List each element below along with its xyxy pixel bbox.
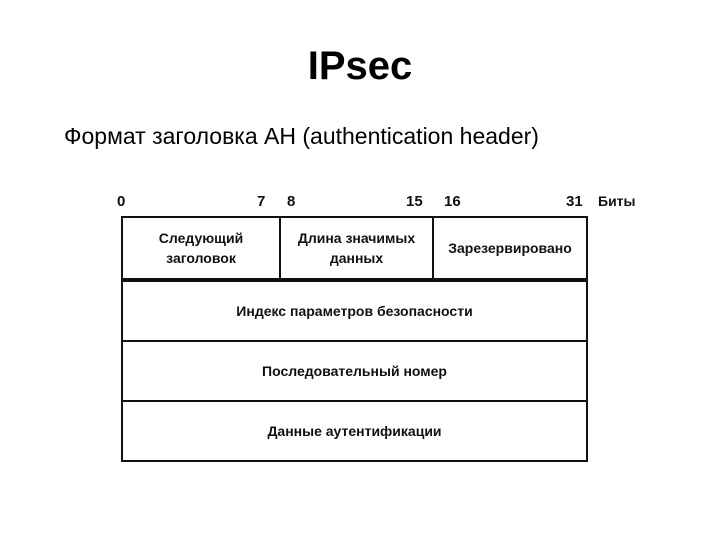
next-header-line2: заголовок — [166, 250, 236, 266]
payload-length-line1: Длина значимых — [297, 230, 416, 246]
bit-label-7: 7 — [257, 193, 266, 210]
spi-label: Индекс параметров безопасности — [236, 303, 473, 319]
slide-subtitle: Формат заголовка AH (authentication header) — [64, 123, 539, 149]
authentication-data-field — [121, 400, 588, 462]
payload-length-field — [279, 216, 434, 280]
reserved-label: Зарезервировано — [448, 240, 572, 256]
next-header-line1: Следующий — [158, 230, 244, 246]
bit-label-0: 0 — [117, 193, 126, 210]
bit-label-15: 15 — [406, 193, 423, 210]
bit-label-16: 16 — [444, 193, 461, 210]
slide-title: IPsec — [307, 44, 413, 88]
sequence-number-field — [121, 340, 588, 402]
bit-unit-label: Биты — [598, 193, 636, 209]
spi-field — [121, 280, 588, 342]
sequence-number-label: Последовательный номер — [262, 363, 447, 379]
bit-label-31: 31 — [566, 193, 583, 210]
reserved-field — [432, 216, 588, 280]
next-header-field — [121, 216, 281, 280]
authentication-data-label: Данные аутентификации — [267, 423, 442, 439]
payload-length-line2: данных — [329, 250, 384, 266]
bit-label-8: 8 — [287, 193, 296, 210]
